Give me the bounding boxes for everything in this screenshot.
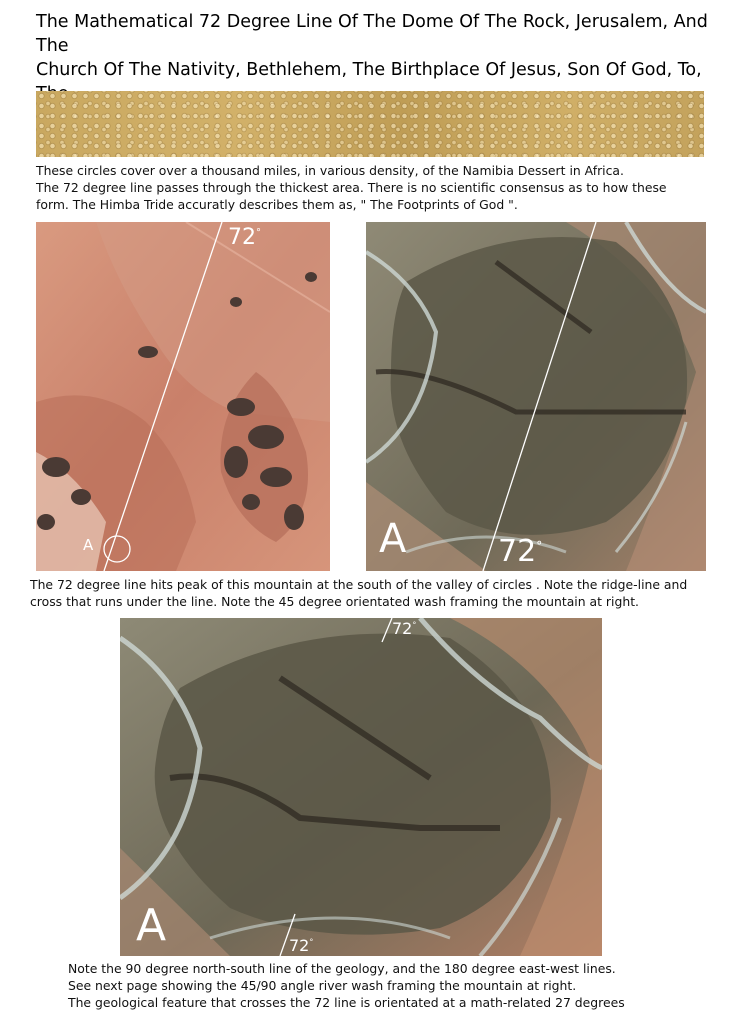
- mountain-description: [30, 576, 740, 610]
- marker-a-label: A: [83, 536, 94, 554]
- angle-label: 72°: [392, 619, 417, 638]
- desert-satellite-image: [36, 222, 330, 571]
- marker-a-label: A: [379, 516, 407, 562]
- text-line: The 72 degree line passes through the thickest area. There is no scientific consensus as to how these: [36, 180, 667, 195]
- text-line: Note the 90 degree north-south line of the geology, and the 180 degree east-west lines.: [68, 961, 616, 976]
- mountain-satellite-image: [366, 222, 706, 571]
- title-line: Church Of The Nativity, Bethlehem, The Birthplace Of Jesus, Son Of God, To,: [36, 60, 702, 80]
- title-line: The Mathematical 72 Degree Line Of The Dome Of The Rock, Jerusalem, And The: [36, 12, 708, 56]
- mountain-detail-image: [120, 618, 602, 956]
- angle-label: 72°: [289, 936, 314, 955]
- text-line: See next page showing the 45/90 angle river wash framing the mountain at right.: [68, 978, 577, 993]
- text-line: cross that runs under the line. Note the 45 degree orientated wash framing the mountain at right.: [30, 594, 639, 609]
- geology-notes: [68, 960, 708, 1011]
- angle-label: 72°: [228, 225, 261, 250]
- fairy-circles-image: [36, 91, 704, 157]
- text-line: The geological feature that crosses the 72 line is orientated at a math-related 27 degrees: [68, 995, 625, 1010]
- text-line: These circles cover over a thousand miles, in various density, of the Namibia Dessert in Africa.: [36, 163, 624, 178]
- circles-description: [36, 162, 726, 213]
- text-line: The 72 degree line hits peak of this mountain at the south of the valley of circles . Note the ridge-line and: [30, 577, 688, 592]
- text-line: form. The Himba Tride accuratly describes them as, " The Footprints of God ".: [36, 197, 518, 212]
- angle-label: 72°: [498, 534, 543, 569]
- marker-a-label: A: [136, 900, 167, 951]
